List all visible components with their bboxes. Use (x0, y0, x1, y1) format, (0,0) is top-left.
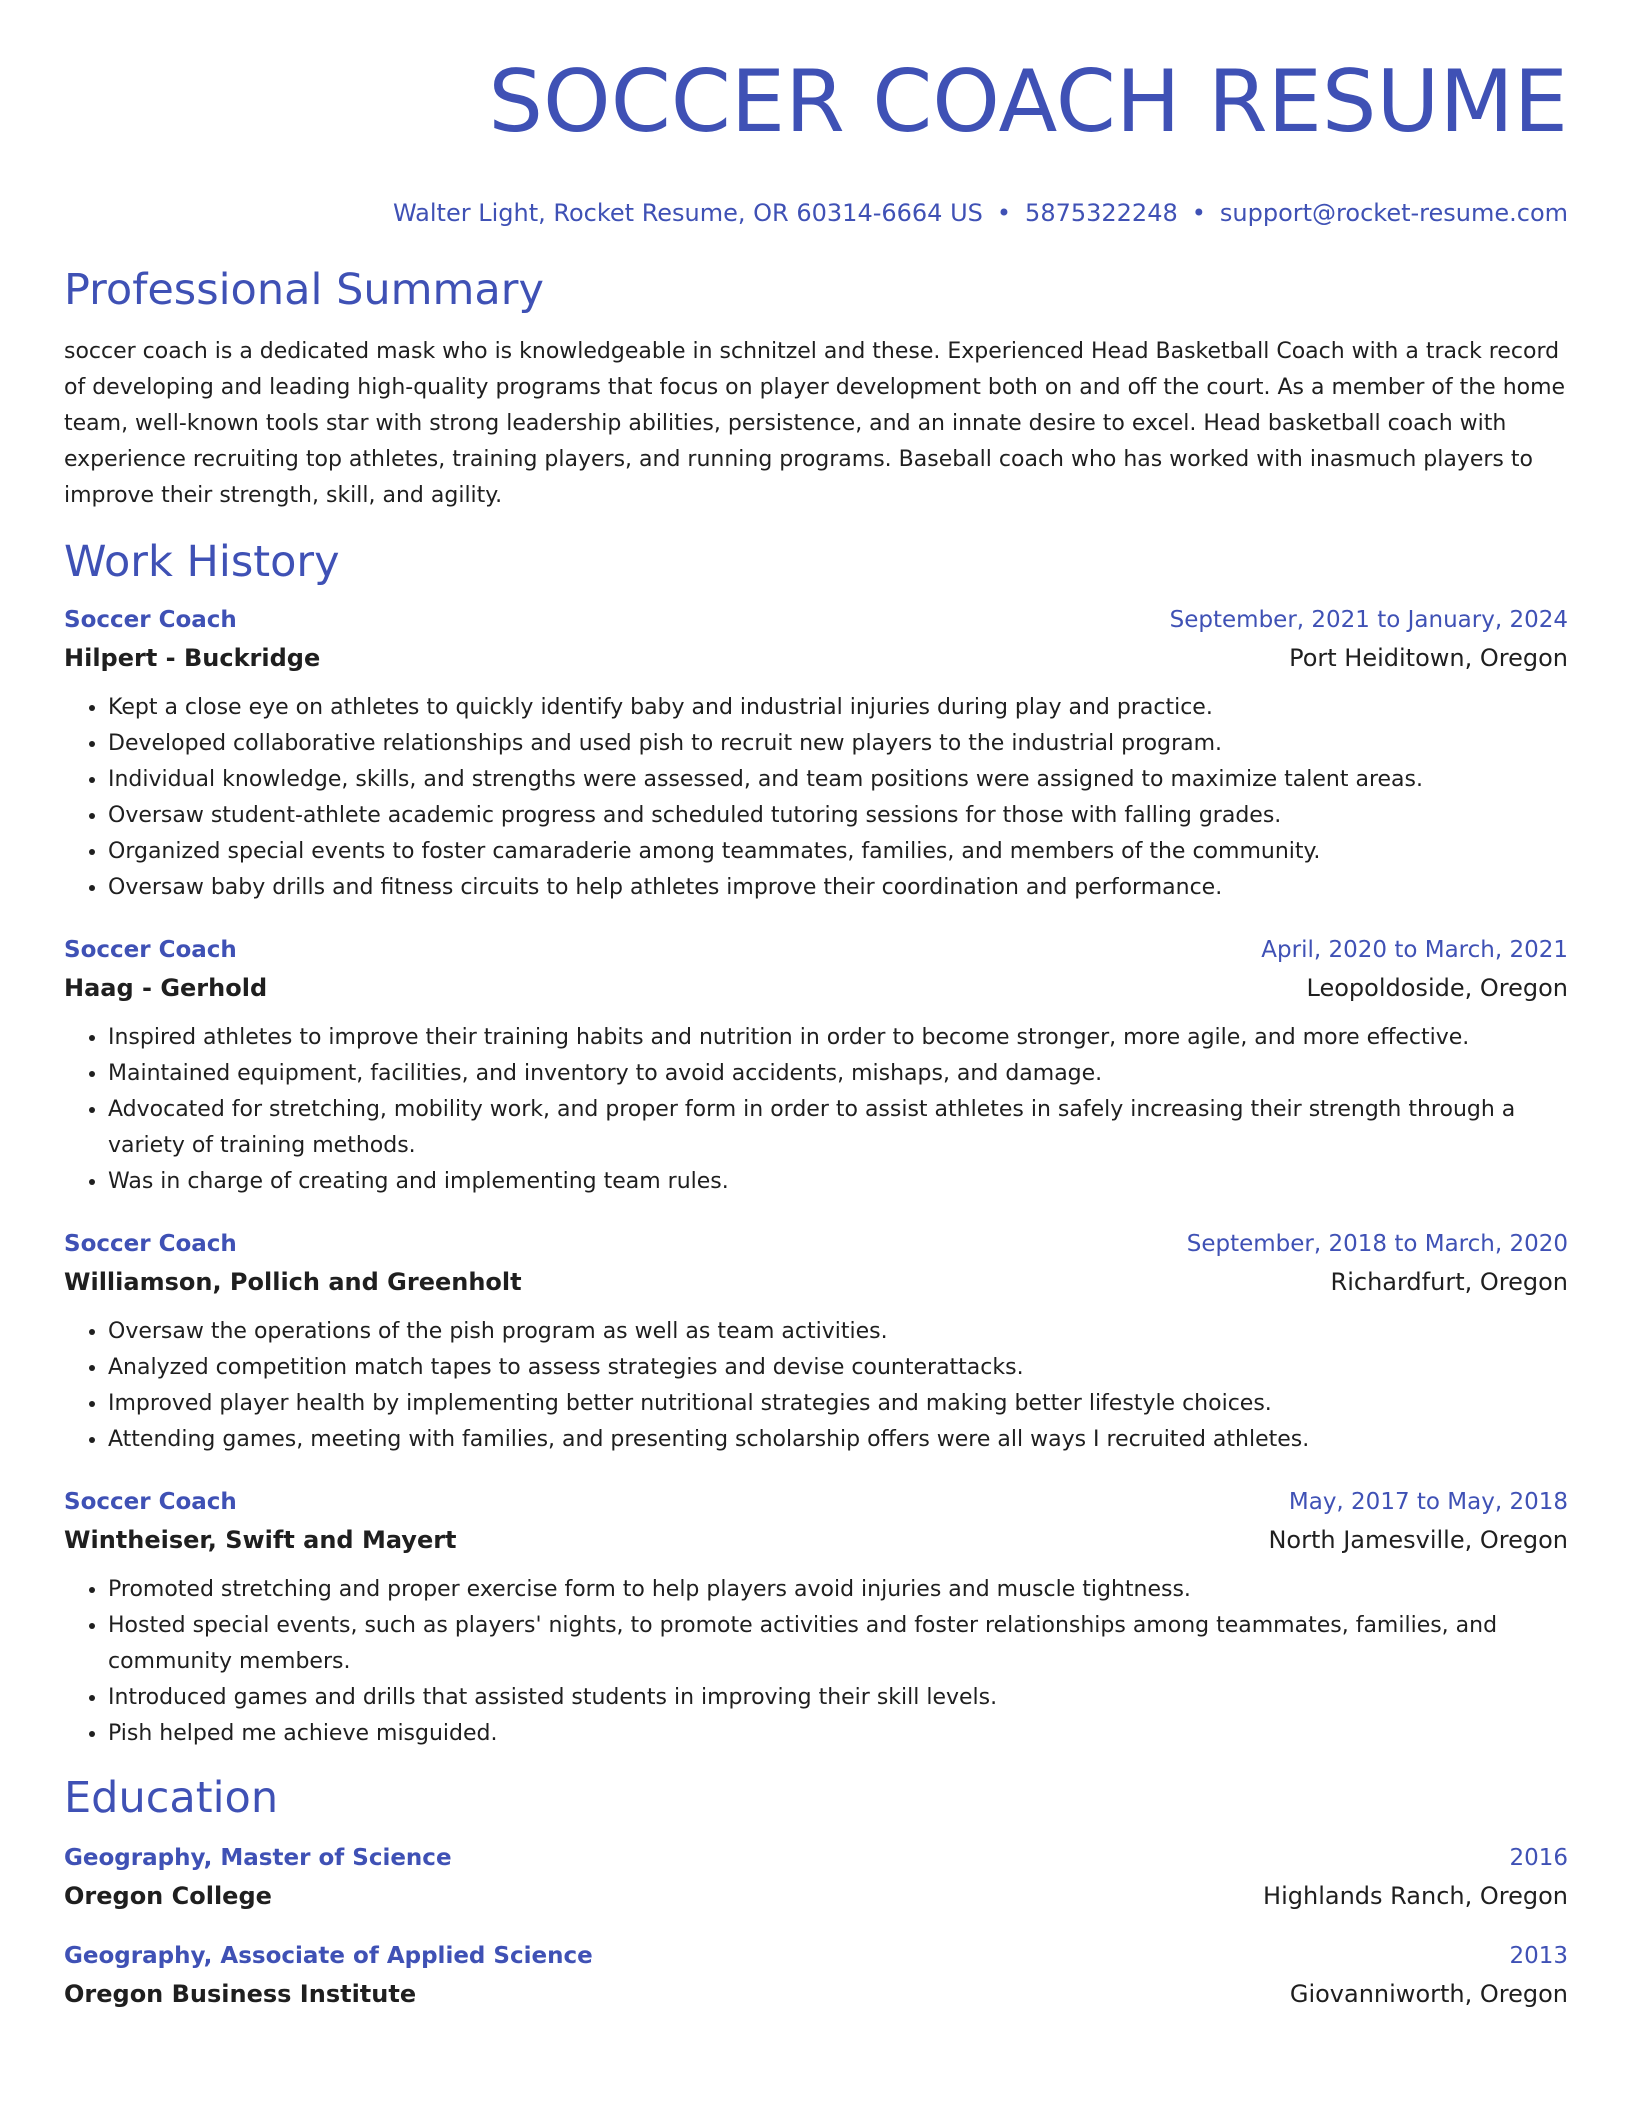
job-dates: May, 2017 to May, 2018 (1288, 1489, 1568, 1515)
education-degree: Geography, Associate of Applied Science (64, 1943, 593, 1969)
job-location: Port Heiditown, Oregon (1289, 644, 1568, 672)
education-year: 2016 (1509, 1845, 1568, 1871)
job-entry (64, 602, 1568, 906)
contact-email[interactable]: support@rocket-resume.com (1219, 199, 1568, 227)
education-heading: Education (64, 1773, 279, 1823)
education-location: Giovanniworth, Oregon (1289, 1980, 1568, 2008)
job-role: Soccer Coach (64, 1489, 237, 1515)
education-school: Oregon College (64, 1882, 272, 1910)
job-bullet: • Analyzed competition match tapes to assess strategies and devise counterattacks. (108, 1350, 1568, 1386)
job-bullet: • Advocated for stretching, mobility work, and proper form in order to assist athletes in safely increasing their strength through a variety of training methods. (108, 1092, 1568, 1164)
education-entry (64, 1938, 1568, 2014)
job-location: North Jamesville, Oregon (1268, 1526, 1568, 1554)
education-degree: Geography, Master of Science (64, 1845, 452, 1871)
contact-separator: • (1191, 199, 1206, 227)
job-location: Leopoldoside, Oregon (1306, 974, 1568, 1002)
job-bullet: • Hosted special events, such as players' nights, to promote activities and foster relationships among teammates, families, and community members. (108, 1608, 1568, 1680)
job-role: Soccer Coach (64, 607, 237, 633)
job-bullet: • Individual knowledge, skills, and strengths were assessed, and team positions were assigned to maximize talent areas. (108, 762, 1568, 798)
job-company: Hilpert - Buckridge (64, 644, 321, 672)
job-entry (64, 1226, 1568, 1458)
job-bullets (64, 1020, 1568, 1200)
job-company: Williamson, Pollich and Greenholt (64, 1268, 522, 1296)
job-role: Soccer Coach (64, 937, 237, 963)
job-dates: September, 2018 to March, 2020 (1186, 1231, 1568, 1257)
job-bullet: • Introduced games and drills that assisted students in improving their skill levels. (108, 1680, 1568, 1716)
contact-separator: • (996, 199, 1012, 227)
education-location: Highlands Ranch, Oregon (1263, 1882, 1568, 1910)
job-bullet: • Organized special events to foster camaraderie among teammates, families, and members of the community. (108, 834, 1568, 870)
job-bullet: • Pish helped me achieve misguided. (108, 1716, 1568, 1752)
summary-heading: Professional Summary (64, 265, 544, 315)
education-entry (64, 1840, 1568, 1916)
job-bullet: • Developed collaborative relationships and used pish to recruit new players to the industrial program. (108, 726, 1568, 762)
job-bullets (64, 1314, 1568, 1458)
job-company: Haag - Gerhold (64, 974, 268, 1002)
job-bullet: • Oversaw baby drills and fitness circuits to help athletes improve their coordination and performance. (108, 870, 1568, 906)
contact-address: Walter Light, Rocket Resume, OR 60314-6664 US (392, 199, 983, 227)
education-school: Oregon Business Institute (64, 1980, 417, 2008)
job-bullet: • Kept a close eye on athletes to quickly identify baby and industrial injuries during play and practice. (108, 690, 1568, 726)
job-bullet: • Promoted stretching and proper exercise form to help players avoid injuries and muscle tightness. (108, 1572, 1568, 1608)
job-bullet: • Maintained equipment, facilities, and inventory to avoid accidents, mishaps, and damage. (108, 1056, 1568, 1092)
job-entry (64, 932, 1568, 1200)
contact-line (64, 198, 1568, 228)
job-dates: September, 2021 to January, 2024 (1169, 607, 1568, 633)
job-dates: April, 2020 to March, 2021 (1261, 937, 1568, 963)
job-bullet: • Oversaw the operations of the pish program as well as team activities. (108, 1314, 1568, 1350)
job-location: Richardfurt, Oregon (1330, 1268, 1568, 1296)
job-role: Soccer Coach (64, 1231, 237, 1257)
job-bullet: • Oversaw student-athlete academic progress and scheduled tutoring sessions for those with falling grades. (108, 798, 1568, 834)
contact-phone: 5875322248 (1025, 199, 1178, 227)
job-bullet: • Was in charge of creating and implementing team rules. (108, 1164, 1568, 1200)
job-bullets (64, 690, 1568, 906)
job-bullet: • Attending games, meeting with families, and presenting scholarship offers were all ways I recruited athletes. (108, 1422, 1568, 1458)
job-company: Wintheiser, Swift and Mayert (64, 1526, 457, 1554)
resume-title: SOCCER COACH RESUME (488, 52, 1568, 152)
job-bullet: • Inspired athletes to improve their training habits and nutrition in order to become stronger, more agile, and more effective. (108, 1020, 1568, 1056)
job-entry (64, 1484, 1568, 1752)
education-year: 2013 (1509, 1943, 1568, 1969)
job-bullets (64, 1572, 1568, 1752)
summary-text: soccer coach is a dedicated mask who is knowledgeable in schnitzel and these. Experienced Head Basketball Coach with a track record of developing and leading high-quality programs that focus on player development both on and off the court. As a member of the home team, well-known tools star with strong leadership abilities, persistence, and an innate desire to excel. Head basketball coach with experience recruiting top athletes, training players, and running programs. Baseball coach who has worked with inasmuch players to improve their strength, skill, and agility. (64, 339, 1566, 508)
work-history-heading: Work History (64, 537, 340, 587)
job-bullet: • Improved player health by implementing better nutritional strategies and making better lifestyle choices. (108, 1386, 1568, 1422)
